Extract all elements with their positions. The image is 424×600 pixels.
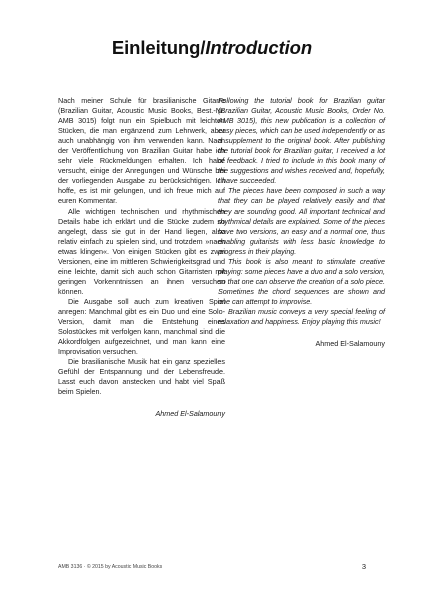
- german-paragraph-1: Nach meiner Schule für brasilianische Gitarre (Brazilian Guitar, Acoustic Music Books, Best.-Nr. AMB 3015) folgt nun ein Spielbuch mit leichten Stücken, die man ergänzend zum Lehrwerk, aber auch unabhängig von ihm verwenden kann. Nach der Veröffentlichung von Brazilian Guitar habe ich sehr viele Rückmeldungen erhalten. Ich habe versucht, einige der Anregungen und Wünsche bei der vorliegenden Ausgabe zu berücksichtigen. Ich hoffe, es ist mir gelungen, und ich freue mich auf euren Kommentar.: [58, 96, 225, 206]
- german-signature: Ahmed El-Salamouny: [155, 409, 225, 419]
- english-paragraph-3: This book is also meant to stimulate creative playing: some pieces have a duo and a solo version, so that one can observe the creation of a solo piece. Sometimes the chord sequences are shown and one can attempt to improvise.: [218, 256, 386, 306]
- page-title: [0, 37, 424, 59]
- german-paragraph-2: Alle wichtigen technischen und rhythmischen Details habe ich erklärt und die Stücke zudem so angelegt, dass sie gut in der Hand liegen, also relativ einfach zu spielen sind, und trotzdem »nach etwas klingen«. Von einigen Stücken gibt es zwei Versionen, eine im mittleren Schwierigkeitsgrad und eine leichte, damit sich auch schon Gitarristen mit geringen Vorkenntnissen an ihnen versuchen können.: [58, 206, 225, 296]
- german-column: [58, 96, 225, 419]
- german-paragraph-4: Die brasilianische Musik hat ein ganz spezielles Gefühl der Entspannung und der Lebensfreude. Lasst euch davon anstecken und habt viel Spaß beim Spielen.: [58, 357, 225, 397]
- english-column: [218, 96, 385, 349]
- footer-imprint: AMB 3136 · © 2015 by Acoustic Music Books: [58, 564, 163, 570]
- english-paragraph-2: The pieces have been composed in such a way that they can be played relatively easily and that they are sounding good. All important technical and rhythmical details are explained. Some of the pieces have two versions, an easy and a normal one, thus enabling guitarists with less basic knowledge to progress in their playing.: [218, 186, 385, 256]
- english-paragraph-1: Following the tutorial book for Brazilian guitar (Brazilian Guitar, Acoustic Music Books, Order No. AMB 3015), this new publication is a collection of easy pieces, which can be used independently or as a supplement to the original book. After publishing the tutorial book for Brazilian guitar, I received a lot of feedback. I tried to include in this book many of the suggestions and wishes received and, hopefully, I have succeeded.: [218, 96, 385, 186]
- german-paragraph-3: Die Ausgabe soll auch zum kreativen Spiel anregen: Manchmal gibt es ein Duo und eine Solo-Version, damit man die Entstehung eines Solostückes mit verfolgen kann, manchmal sind die Akkordfolgen aufgezeichnet, und man kann eine Improvisation versuchen.: [58, 296, 225, 357]
- english-paragraph-4: Brazilian music conveys a very special feeling of relaxation and happiness. Enjoy playing this music!: [218, 306, 385, 327]
- title-separator: /: [200, 37, 206, 58]
- english-signature: Ahmed El-Salamouny: [315, 339, 385, 349]
- title-english: Introduction: [205, 37, 313, 58]
- page-number: 3: [361, 562, 366, 571]
- title-german: Einleitung: [111, 37, 201, 58]
